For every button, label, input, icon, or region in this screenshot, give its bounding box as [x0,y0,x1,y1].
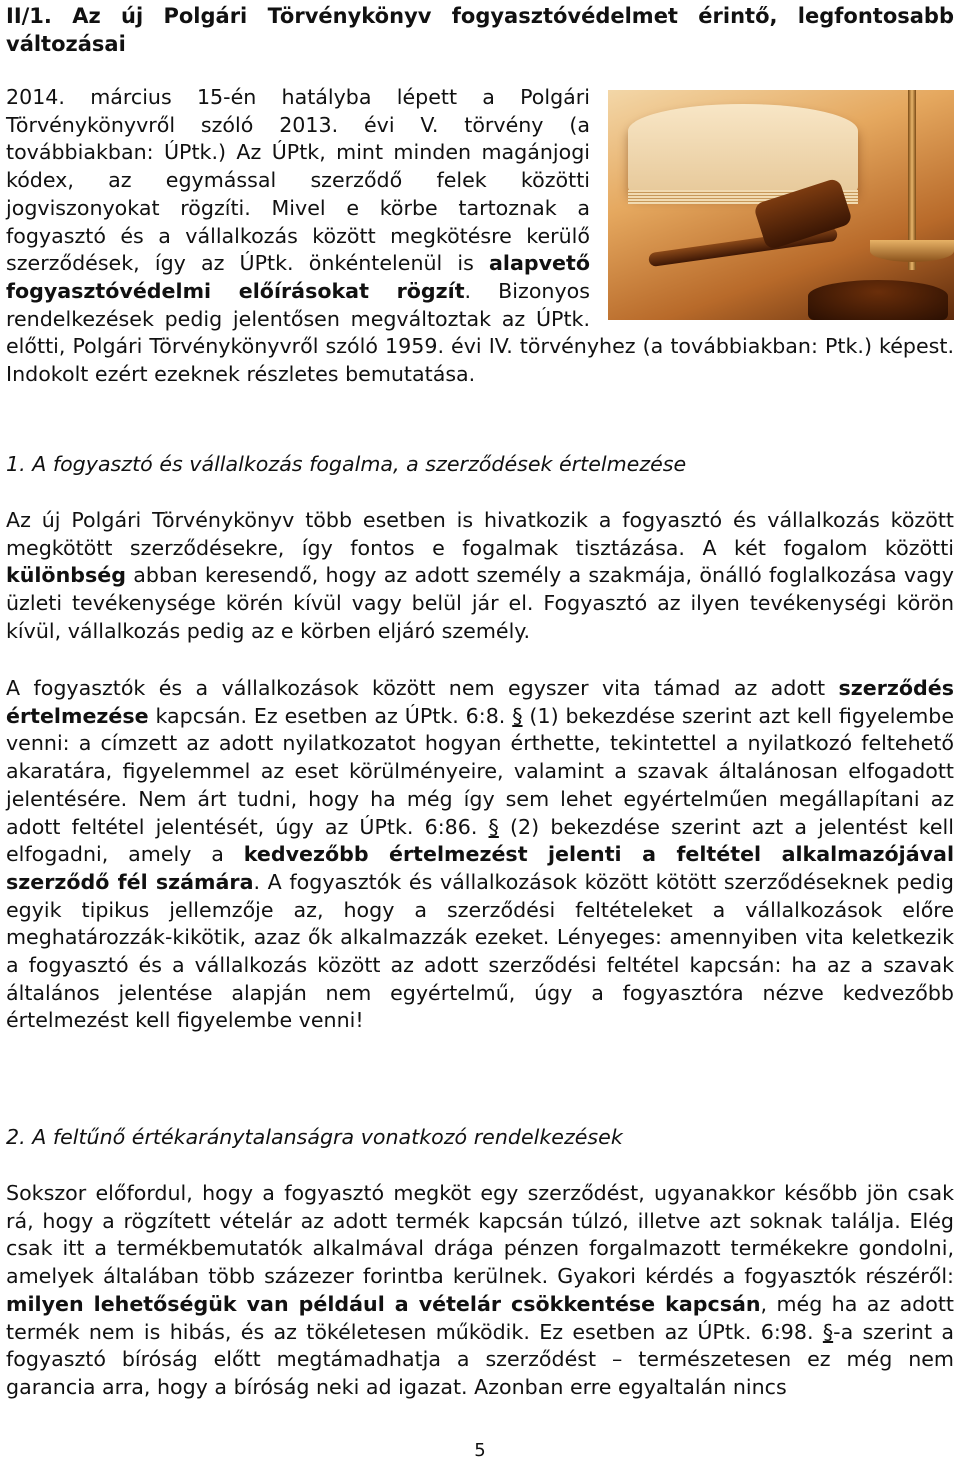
section-2-paragraph-1 [6,1180,954,1402]
s2p1-text-1: Sokszor előfordul, hogy a fogyasztó megköt egy szerződést, ugyanakkor később jön csak rá, hogy a rögzített vételár az adott termék kapcsán túlzó, illetve azt soknak találja. Elég csak itt a termékbemutatók alkalmával drága pénzen forgalmazott termékekre gondolni, amelyek általában több százezer forintba kerülnek. Gyakori kérdés a fogyasztók részéről: [6,1181,954,1289]
open-book-shape [628,104,858,194]
intro-text-2: . Bizonyos rendelkezések pedig jelentősen megváltoztak az ÚPtk. előtti, Polgári Törvénykönyvről szóló 1959. évi IV. törvényhez (a továbbiakban: Ptk.) képest. Indokolt ezért ezeknek részletes bemutatása. [6,278,954,387]
section-sign-link[interactable]: § [512,703,523,728]
section-2-heading: 2. A feltűnő értékaránytalanságra vonatkozó rendelkezések [6,1125,623,1149]
section-1-paragraph-2 [6,675,954,1035]
law-books-gavel-photo [608,90,954,320]
section-1-heading: 1. A fogyasztó és vállalkozás fogalma, a szerződések értelmezése [6,452,687,476]
s2p1-text-2: , még ha az adott termék nem is hibás, és az tökéletesen működik. Ez esetben az ÚPtk. 6:98. [6,1291,955,1344]
s1p1-text-2: abban keresendő, hogy az adott személy a szakmája, önálló foglalkozása vagy üzleti tevékenysége körén kívül vagy belül jár el. Fogyasztó az ilyen tevékenységi körön kívül, vállalkozás pedig az e körben eljáró személy. [6,563,954,643]
page-number: 5 [474,1440,486,1461]
intro-emphasis: alapvető fogyasztóvédelmi előírásokat rögzít [6,251,590,303]
s1p2-text-1: A fogyasztók és a vállalkozások között nem egyszer vita támad az adott [6,676,839,700]
s1p1-text-1: Az új Polgári Törvénykönyv több esetben is hivatkozik a fogyasztó és vállalkozás között megkötött szerződésekre, így fontos e fogalmak tisztázása. A két fogalom közötti [6,508,954,560]
section-1-paragraph-1 [6,507,954,646]
s1p2-emphasis-2: kedvezőbb értelmezést jelenti a feltétel alkalmazójával szerződő fél számára [6,842,955,894]
page-title: II/1. Az új Polgári Törvénykönyv fogyasztóvédelmet érintő, legfontosabb változásai [6,4,954,56]
scale-pan-shape [870,240,954,262]
s1p2-emphasis-1: szerződés értelmezése [6,676,954,728]
s2p1-emphasis: milyen lehetőségük van például a vételár csökkentése kapcsán [6,1291,761,1316]
intro-paragraph [6,84,954,389]
sound-block-shape [808,280,948,320]
s1p2-text-4: (2) bekezdése szerint azt a jelentést kell elfogadni, amely a [6,814,954,867]
s1p2-text-3: (1) bekezdése szerint azt kell figyelembe venni: a címzett az adott nyilatkozatot hogyan érthette, tekintettel a nyilatkozó feltehető akaratára, figyelemmel az eset körülményeire, valamint a szavak általánosan elfogadott jelentésére. Nem árt tudni, hogy ha még így sem lehet egyértelműen megállapítani az adott feltétel jelentését, úgy az ÚPtk. 6:86. [6,703,955,839]
section-sign-link[interactable]: § [488,814,499,839]
s2p1-text-3: -a szerint a fogyasztó bíróság előtt megtámadhatja a szerződést – természetesen ez még nem garancia arra, hogy a bíróság neki ad igazat. Azonban erre egyaltalán nincs [6,1319,954,1399]
s1p1-emphasis: különbség [6,563,126,588]
section-sign-link[interactable]: § [822,1319,834,1344]
s1p2-text-2: kapcsán. Ez esetben az ÚPtk. 6:8. [148,703,513,728]
intro-text-1: 2014. március 15-én hatályba lépett a Polgári Törvénykönyvről szóló 2013. évi V. törvény (a továbbiakban: ÚPtk.) Az ÚPtk, mint minden magánjogi kódex, az egymással szerződő felek közötti jogviszonyokat rögzíti. Mivel e körbe tartoznak a fogyasztó és a vállalkozás között megkötésre kerülő szerződések, így az ÚPtk. önkéntelenül is [6,85,590,276]
s1p2-text-5: . A fogyasztók és vállalkozások között kötött szerződéseknek pedig egyik tipikus jellemzője az, hogy a szerződési feltételeket a vállalkozások előre meghatározzák-kikötik, azaz ők alkalmazzák ezeket. Lényeges: amennyiben vita keletkezik a fogyasztó és a vállalkozás között az adott szerződési feltétel kapcsán: ha az a szavak általános jelentése alapján nem egyértelmű, úgy a fogyasztóra nézve kedvezőbb értelmezést kell figyelembe venni! [6,869,954,1033]
